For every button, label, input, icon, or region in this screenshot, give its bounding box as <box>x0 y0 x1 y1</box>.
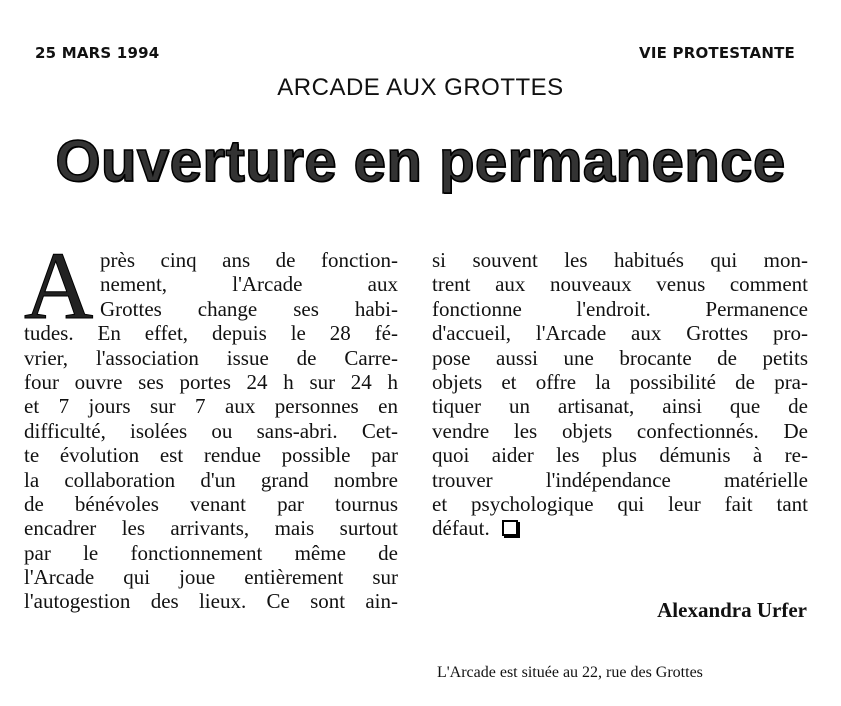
text-line: par le fonctionnement même de <box>24 540 398 565</box>
drop-cap: A <box>24 232 94 339</box>
article-column-right <box>432 248 808 541</box>
text-line: de bénévoles venant par tournus <box>24 491 398 516</box>
text-line: la collaboration d'un grand nombre <box>24 467 398 492</box>
text-line: d'accueil, l'Arcade aux Grottes pro- <box>432 321 808 346</box>
article-headline: Ouverture en permanence <box>55 129 786 194</box>
text-line: encadrer les arrivants, mais surtout <box>24 516 398 541</box>
text-line: quoi aider les plus démunis à re- <box>432 443 808 468</box>
text-line: et 7 jours sur 7 aux personnes en <box>24 394 398 419</box>
text-line: tudes. En effet, depuis le 28 fé- <box>24 321 398 346</box>
text-line: près cinq ans de fonction- <box>100 248 398 272</box>
text-line: trouver l'indépendance matérielle <box>432 467 808 492</box>
text-line: tiquer un artisanat, ainsi que de <box>432 394 808 419</box>
publication-name: VIE PROTESTANTE <box>639 44 795 62</box>
text-line: te évolution est rendue possible par <box>24 443 398 468</box>
text-line: objets et offre la possibilité de pra- <box>432 369 808 394</box>
text-line: nement, l'Arcade aux <box>100 272 398 297</box>
text-line: si souvent les habitués qui mon- <box>432 248 808 272</box>
text-line: vrier, l'association issue de Carre- <box>24 345 398 370</box>
text-line: four ouvre ses portes 24 h sur 24 h <box>24 369 398 394</box>
text-line: difficulté, isolées ou sans-abri. Cet- <box>24 418 398 443</box>
article-column-left <box>24 232 398 614</box>
issue-date: 25 MARS 1994 <box>35 44 160 62</box>
last-line-text: défaut. <box>432 516 490 541</box>
text-line-last <box>432 516 808 540</box>
text-line: fonctionne l'endroit. Permanence <box>432 296 808 321</box>
text-line: vendre les objets confectionnés. De <box>432 418 808 443</box>
text-line: Grottes change ses habi- <box>100 296 398 321</box>
text-line: l'Arcade qui joue entièrement sur <box>24 565 398 590</box>
text-line: trent aux nouveaux venus comment <box>432 272 808 297</box>
article-kicker: ARCADE AUX GROTTES <box>277 74 564 101</box>
text-line: pose aussi une brocante de petits <box>432 345 808 370</box>
author-byline: Alexandra Urfer <box>657 598 807 622</box>
text-line: l'autogestion des lieux. Ce sont ain- <box>24 589 398 614</box>
address-caption: L'Arcade est située au 22, rue des Grottes <box>437 664 703 681</box>
end-of-article-box-icon <box>502 520 518 536</box>
text-line: et psychologique qui leur fait tant <box>432 491 808 516</box>
